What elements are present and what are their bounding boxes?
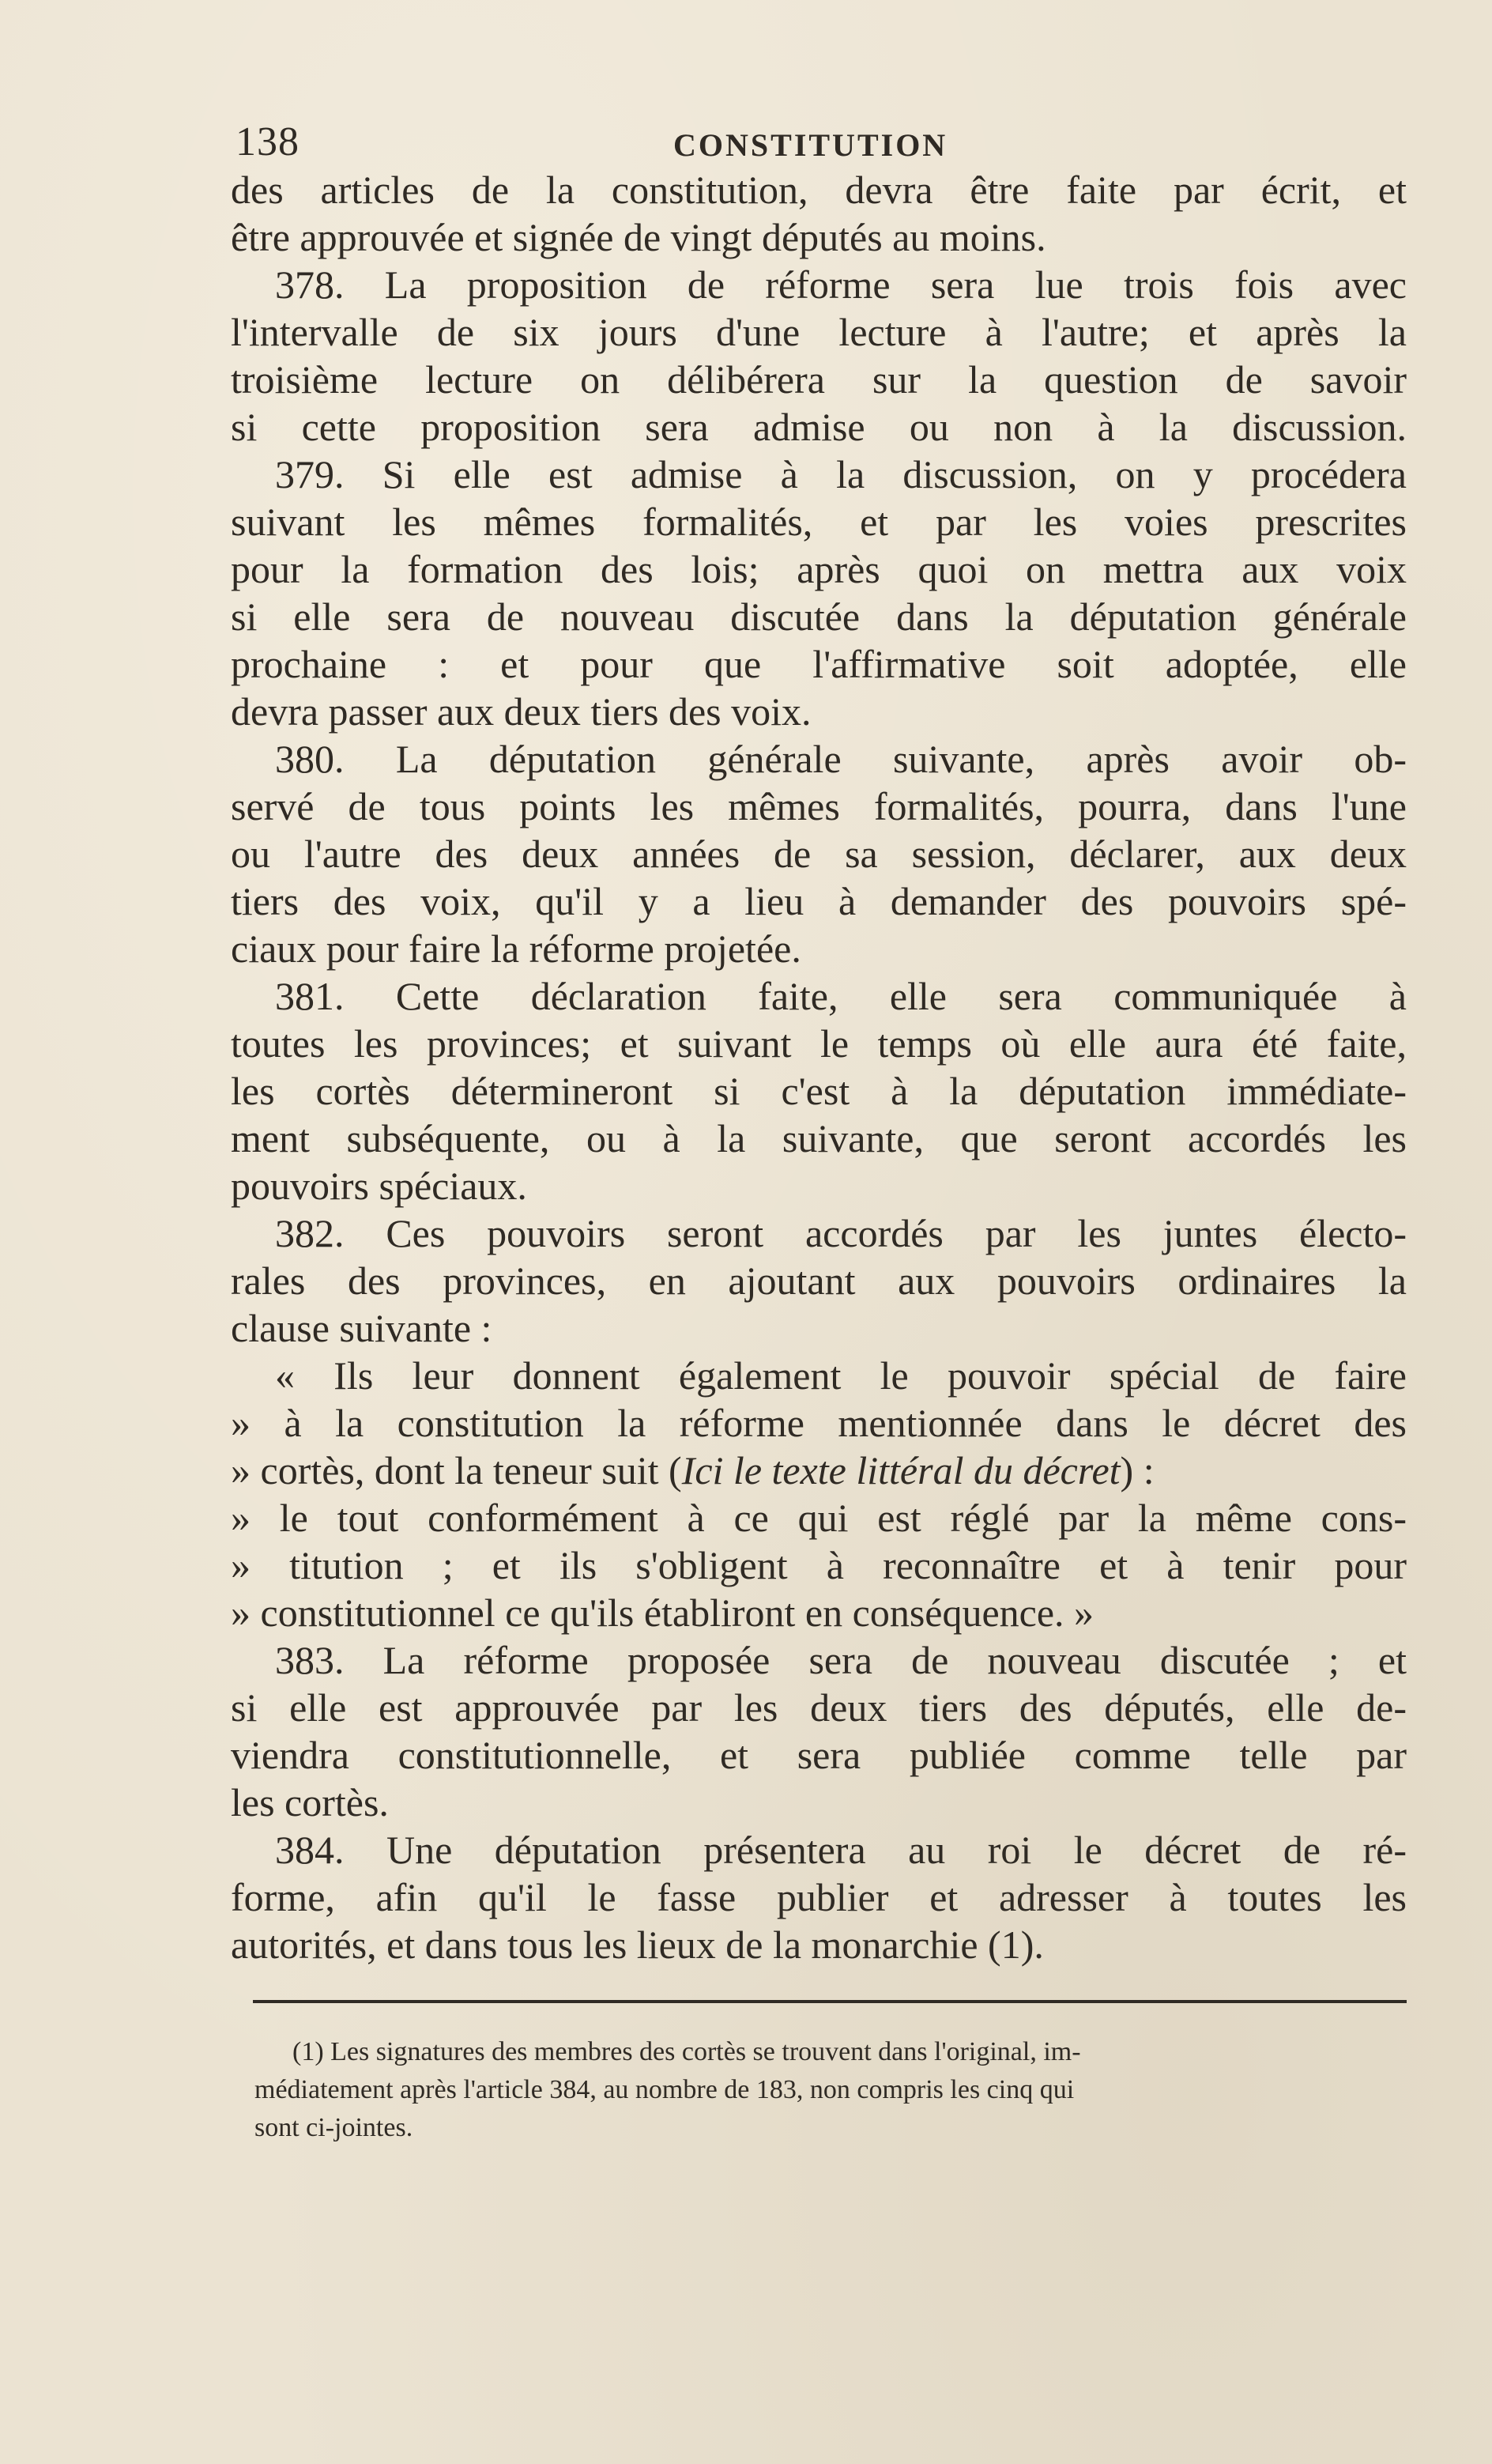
text-line: autorités, et dans tous les lieux de la monarchie (1). [231, 1923, 1044, 1967]
footnote-line: médiatement après l'article 384, au nombre de 183, non compris les cinq qui [254, 2075, 1075, 2104]
decree-placeholder: Ici le texte littéral du décret [681, 1448, 1121, 1492]
text-line: rales des provinces, en ajoutant aux pouvoirs ordinaires la [231, 1258, 1407, 1303]
text-line: forme, afin qu'il le fasse publier et adresser à toutes les [231, 1875, 1407, 1919]
text-line: devra passer aux deux tiers des voix. [231, 689, 812, 734]
text-line: servé de tous points les mêmes formalités, pourra, dans l'une [231, 784, 1407, 828]
text-line: les cortès détermineront si c'est à la députation immédiate- [231, 1069, 1407, 1113]
text-line: ou l'autre des deux années de sa session, déclarer, aux deux [231, 832, 1407, 876]
text-line: les cortès. [231, 1780, 389, 1824]
footnote [254, 2033, 1407, 2147]
text-line: si elle est approuvée par les deux tiers des députés, elle de- [231, 1685, 1407, 1730]
text-line: des articles de la constitution, devra être faite par écrit, et [231, 168, 1407, 212]
quote-text: ) : [1120, 1448, 1155, 1492]
running-head [231, 119, 1407, 166]
quote-line: » le tout conformément à ce qui est réglé par la même cons- [231, 1496, 1407, 1540]
quote-line: » titution ; et ils s'obligent à reconnaître et à tenir pour [231, 1543, 1407, 1587]
text-line: si elle sera de nouveau discutée dans la députation générale [231, 594, 1407, 639]
quote-line [231, 1447, 1407, 1494]
page-number: 138 [235, 119, 300, 164]
text-line: clause suivante : [231, 1306, 492, 1350]
article-384-start: 384. Une députation présentera au roi le décret de ré- [275, 1828, 1407, 1872]
quote-line: « Ils leur donnent également le pouvoir spécial de faire [275, 1353, 1407, 1398]
article-380-start: 380. La députation générale suivante, après avoir ob- [275, 737, 1407, 781]
text-line: suivant les mêmes formalités, et par les voies prescrites [231, 500, 1407, 544]
quote-line: » constitutionnel ce qu'ils établiront en conséquence. » [231, 1590, 1095, 1635]
text-line: viendra constitutionnelle, et sera publiée comme telle par [231, 1733, 1407, 1777]
text-line: pouvoirs spéciaux. [231, 1164, 527, 1208]
text-line: toutes les provinces; et suivant le temps où elle aura été faite, [231, 1021, 1407, 1066]
page [231, 119, 1407, 1968]
article-382-start: 382. Ces pouvoirs seront accordés par les juntes électo- [275, 1211, 1407, 1255]
text-line: l'intervalle de six jours d'une lecture à l'autre; et après la [231, 310, 1407, 354]
footnote-rule [253, 2000, 1407, 2003]
text-line: ment subséquente, ou à la suivante, que seront accordés les [231, 1116, 1407, 1160]
text-line: prochaine : et pour que l'affirmative soit adoptée, elle [231, 642, 1407, 686]
article-383-start: 383. La réforme proposée sera de nouveau discutée ; et [275, 1638, 1407, 1682]
article-378-start: 378. La proposition de réforme sera lue trois fois avec [275, 262, 1407, 307]
text-line: si cette proposition sera admise ou non à la discussion. [231, 405, 1407, 449]
body-text [231, 166, 1407, 1968]
text-line: ciaux pour faire la réforme projetée. [231, 926, 801, 971]
quote-text: » cortès, dont la teneur suit ( [231, 1448, 682, 1492]
text-line: tiers des voix, qu'il y a lieu à demander des pouvoirs spé- [231, 879, 1407, 923]
text-line: troisième lecture on délibérera sur la question de savoir [231, 357, 1407, 402]
quote-line: » à la constitution la réforme mentionnée dans le décret des [231, 1401, 1407, 1445]
text-line: être approuvée et signée de vingt députés au moins. [231, 215, 1046, 259]
footnote-line: (1) Les signatures des membres des cortès se trouvent dans l'original, im- [292, 2037, 1081, 2066]
running-title: CONSTITUTION [673, 127, 948, 163]
text-line: pour la formation des lois; après quoi on mettra aux voix [231, 547, 1407, 591]
article-381-start: 381. Cette déclaration faite, elle sera communiquée à [275, 974, 1407, 1018]
article-379-start: 379. Si elle est admise à la discussion, on y procédera [275, 452, 1407, 496]
footnote-line: sont ci-jointes. [254, 2113, 413, 2142]
